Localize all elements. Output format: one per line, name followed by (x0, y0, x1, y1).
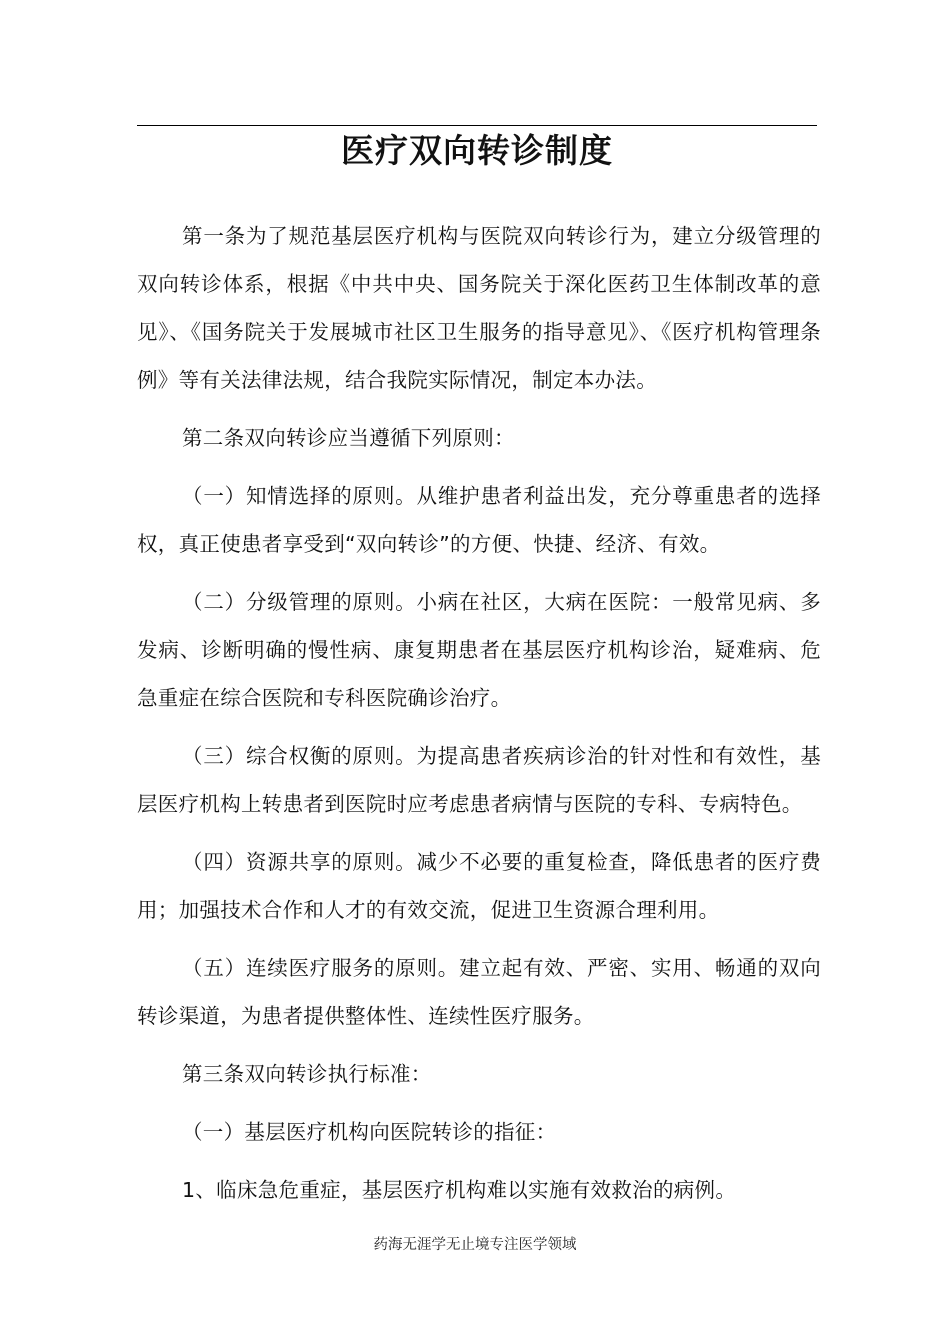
paragraph-article-1: 第一条为了规范基层医疗机构与医院双向转诊行为，建立分级管理的双向转诊体系，根据《中共中央、国务院关于深化医药卫生体制改革的意见》、《国务院关于发展城市社区卫生服务的指导意见》、《医疗机构管理条例》等有关法律法规，结合我院实际情况，制定本办法。 (137, 224, 821, 392)
paragraph-principle-1: （一）知情选择的原则。从维护患者利益出发，充分尊重患者的选择权，真正使患者享受到“双向转诊”的方便、快捷、经济、有效。 (137, 484, 821, 556)
paragraph-article-3: 第三条双向转诊执行标准： (182, 1062, 432, 1086)
paragraph-principle-4: （四）资源共享的原则。减少不必要的重复检查，降低患者的医疗费用；加强技术合作和人才的有效交流，促进卫生资源合理利用。 (137, 850, 821, 922)
paragraph-principle-3: （三）综合权衡的原则。为提高患者疾病诊治的针对性和有效性，基层医疗机构上转患者到医院时应考虑患者病情与医院的专科、专病特色。 (137, 744, 821, 816)
paragraph-principle-5: （五）连续医疗服务的原则。建立起有效、严密、实用、畅通的双向转诊渠道，为患者提供整体性、连续性医疗服务。 (137, 956, 821, 1028)
page-footer: 药海无涯学无止境专注医学领域 (373, 1237, 577, 1253)
document-body (137, 212, 821, 1224)
document-title: 医疗双向转诊制度 (341, 131, 613, 170)
header-rule (137, 125, 817, 126)
paragraph-article-2: 第二条双向转诊应当遵循下列原则： (182, 426, 515, 450)
paragraph-principle-2: （二）分级管理的原则。小病在社区，大病在医院：一般常见病、多发病、诊断明确的慢性病、康复期患者在基层医疗机构诊治，疑难病、危急重症在综合医院和专科医院确诊治疗。 (137, 590, 821, 710)
paragraph-section-1: （一）基层医疗机构向医院转诊的指征： (182, 1120, 557, 1144)
paragraph-item-1: 1、临床急危重症，基层医疗机构难以实施有效救治的病例。 (182, 1178, 737, 1202)
